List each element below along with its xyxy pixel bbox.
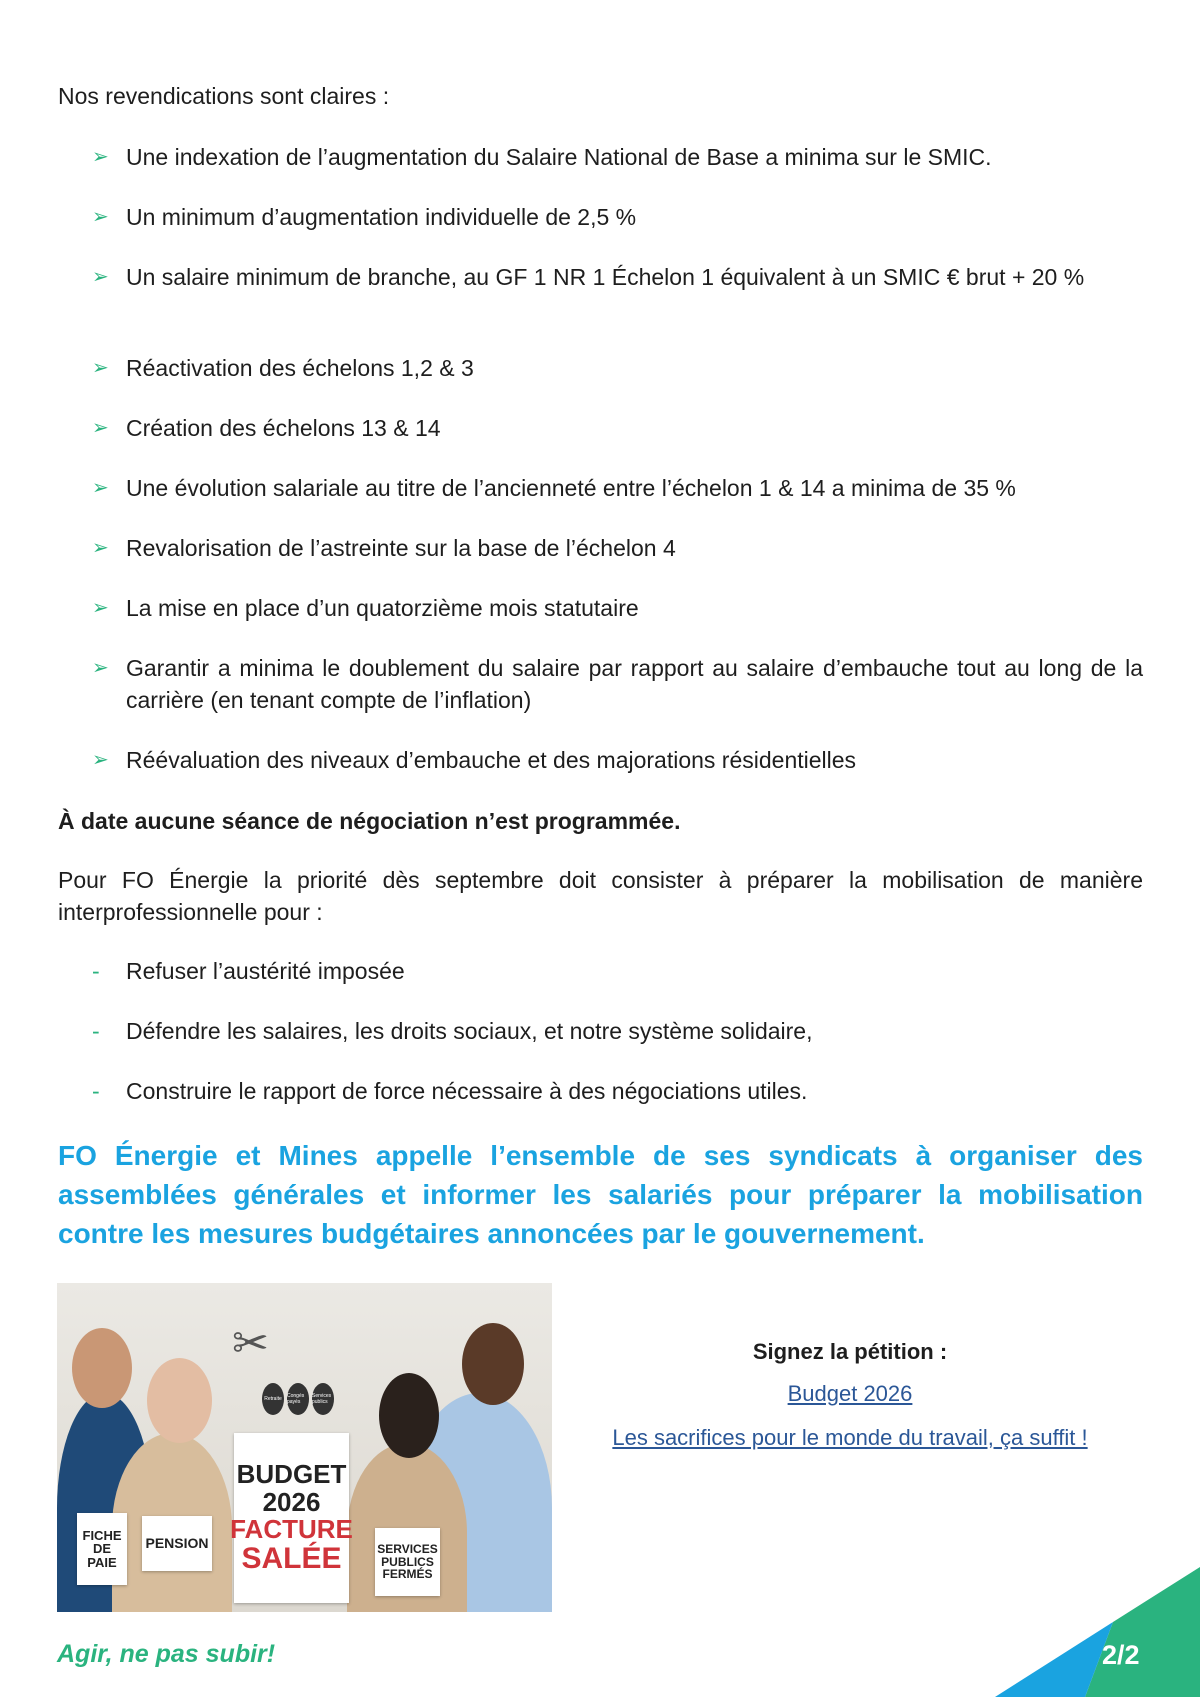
arrow-bullet-icon: ➢ [92,357,109,379]
arrow-bullet-icon: ➢ [92,597,109,619]
call-to-action-heading: FO Énergie et Mines appelle l’ensemble de ses syndicats à organiser des assemblées générales et informer les salariés pour préparer la mobilisation contre les mesures budgétaires annoncées par le gouvernement. [58,1140,1143,1249]
list-item: Une indexation de l’augmentation du Salaire National de Base a minima sur le SMIC. [126,144,992,170]
list-item: Revalorisation de l’astreinte sur la base de l’échelon 4 [126,535,676,561]
list-item: Une évolution salariale au titre de l’ancienneté entre l’échelon 1 & 14 a minima de 35 % [126,475,1016,501]
intro-text: Nos revendications sont claires : [58,83,390,109]
list-item: Garantir a minima le doublement du salaire par rapport au salaire d’embauche tout au long de la carrière (en tenant compte de l’inflation) [126,655,1143,713]
list-item: Construire le rapport de force nécessaire à des négociations utiles. [126,1078,808,1104]
no-session-notice: À date aucune séance de négociation n’est programmée. [58,808,681,834]
sign-line: FACTURE [230,1513,353,1544]
list-item: Défendre les salaires, les droits sociaux, et notre système solidaire, [126,1018,813,1044]
arrow-bullet-icon: ➢ [92,206,109,228]
list-item: Un salaire minimum de branche, au GF 1 NR 1 Échelon 1 équivalent à un SMIC € brut + 20 % [126,264,1085,290]
priority-paragraph: Pour FO Énergie la priorité dès septembre doit consister à préparer la mobilisation de manière interprofessionnelle pour : [58,867,1143,925]
dash-bullet-icon: - [92,958,100,984]
budget-2026-link[interactable]: Budget 2026 [787,1381,913,1406]
list-item: Réévaluation des niveaux d’embauche et des majorations résidentielles [126,747,857,773]
sign-fiche-de-paie: FICHE DE PAIE [77,1513,127,1585]
sign-line: SALÉE [241,1542,342,1576]
main-sign [230,1433,353,1603]
list-item: Réactivation des échelons 1,2 & 3 [126,355,474,381]
tag-icons [262,1383,334,1415]
tag-services: Services publics [312,1383,334,1415]
corner-decoration [995,1567,1200,1697]
tag-retraite: Retraite [262,1383,284,1415]
tag-conges: Congés payés [287,1383,309,1415]
arrow-bullet-icon: ➢ [92,477,109,499]
arrow-bullet-icon: ➢ [92,146,109,168]
sign-line: 2026 [262,1486,321,1517]
arrow-bullet-icon: ➢ [92,266,109,288]
sign-pension: PENSION [142,1516,212,1571]
dash-bullet-icon: - [92,1018,100,1044]
arrow-bullet-icon: ➢ [92,537,109,559]
dash-bullet-icon: - [92,1078,100,1104]
sign-line: BUDGET [236,1459,347,1490]
petition-label: Signez la pétition : [752,1339,948,1364]
list-item: Un minimum d’augmentation individuelle de 2,5 % [126,204,637,230]
page-number: 2/2 [1102,1640,1140,1670]
petition-link[interactable]: Les sacrifices pour le monde du travail, ça suffit ! [612,1425,1088,1450]
budget-2026-photo [57,1283,552,1612]
scissors-icon: ✂ [232,1319,269,1368]
list-item: Création des échelons 13 & 14 [126,415,441,441]
footer-slogan: Agir, ne pas subir! [57,1640,276,1668]
arrow-bullet-icon: ➢ [92,417,109,439]
sign-services-publics: SERVICES PUBLICS FERMÉS [375,1528,440,1596]
arrow-bullet-icon: ➢ [92,749,109,771]
arrow-bullet-icon: ➢ [92,657,109,679]
list-item: Refuser l’austérité imposée [126,958,405,984]
list-item: La mise en place d’un quatorzième mois statutaire [126,595,639,621]
